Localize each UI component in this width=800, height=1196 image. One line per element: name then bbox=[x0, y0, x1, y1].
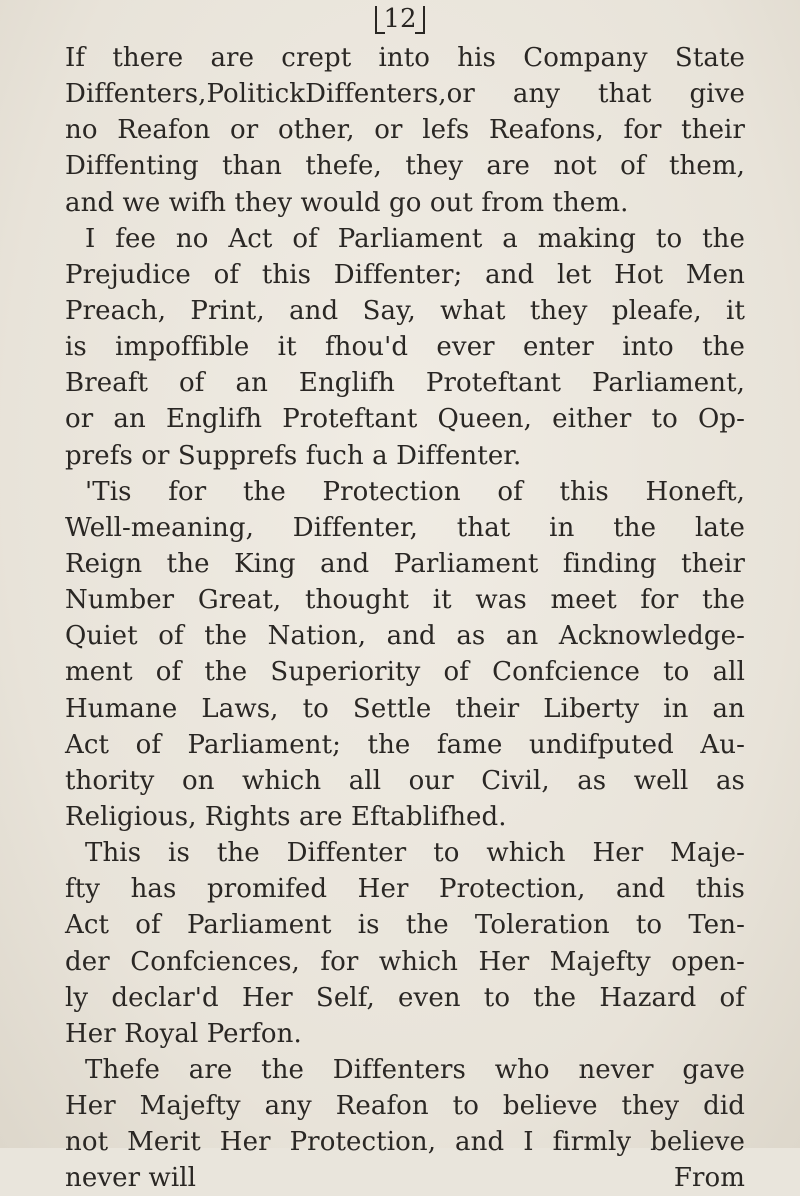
text-line: Religious, Rights are Eftablifhed. bbox=[65, 801, 507, 832]
text-line: Prejudice of this Diffenter; and let Hot Men bbox=[65, 259, 745, 290]
text-line: ly declar'd Her Self, even to the Hazard of bbox=[65, 982, 745, 1013]
text-line: der Confciences, for which Her Majefty open- bbox=[65, 946, 745, 977]
catchword: From bbox=[673, 1163, 745, 1194]
text-line: Her Royal Perfon. bbox=[65, 1018, 302, 1049]
text-line: not Merit Her Protection, and I firmly believe bbox=[65, 1127, 745, 1158]
left-bracket bbox=[375, 6, 385, 34]
text-line: and we wifh they would go out from them. bbox=[65, 187, 629, 218]
text-line: thority on which all our Civil, as well as bbox=[65, 765, 745, 796]
text-line: Number Great, thought it was meet for the bbox=[65, 585, 745, 616]
text-line: Quiet of the Nation, and as an Acknowledge- bbox=[65, 621, 745, 652]
right-bracket bbox=[415, 6, 425, 34]
text-line: fty has promifed Her Protection, and this bbox=[65, 874, 745, 905]
text-line: Act of Parliament is the Toleration to Ten- bbox=[65, 910, 745, 941]
text-line: This is the Diffenter to which Her Maje- bbox=[85, 838, 745, 869]
text-line: Act of Parliament; the fame undifputed Au- bbox=[65, 729, 745, 760]
text-line: no Reafon or other, or lefs Reafons, for their bbox=[65, 115, 745, 146]
text-line-cut bbox=[65, 1160, 745, 1194]
body-text bbox=[65, 40, 745, 1196]
text-line: prefs or Supprefs fuch a Diffenter. bbox=[65, 440, 522, 471]
last-line-start: never will bbox=[65, 1163, 197, 1194]
text-line: Humane Laws, to Settle their Liberty in an bbox=[65, 693, 745, 724]
text-line: Breaft of an Englifh Proteftant Parliament, bbox=[65, 368, 745, 399]
text-line: Diffenters,PolitickDiffenters,or any that give bbox=[65, 79, 745, 110]
text-line: is impoffible it fhou'd ever enter into the bbox=[65, 332, 745, 363]
text-line: Preach, Print, and Say, what they pleafe, it bbox=[65, 295, 745, 326]
text-line: Well-meaning, Diffenter, that in the late bbox=[65, 512, 745, 543]
text-line: Thefe are the Diffenters who never gave bbox=[85, 1054, 745, 1085]
text-line: Her Majefty any Reafon to believe they did bbox=[65, 1091, 745, 1122]
page-number-text: 12 bbox=[383, 4, 417, 34]
text-line: Reign the King and Parliament finding their bbox=[65, 548, 745, 579]
text-line: or an Englifh Proteftant Queen, either to Op- bbox=[65, 404, 745, 435]
text-line: ment of the Superiority of Confcience to all bbox=[65, 657, 745, 688]
page-number bbox=[375, 2, 425, 36]
text-line: Diffenting than thefe, they are not of them, bbox=[65, 151, 745, 182]
text-line: If there are crept into his Company State bbox=[65, 43, 745, 73]
text-line: 'Tis for the Protection of this Honeft, bbox=[85, 476, 745, 507]
text-line: I fee no Act of Parliament a making to the bbox=[85, 223, 745, 254]
